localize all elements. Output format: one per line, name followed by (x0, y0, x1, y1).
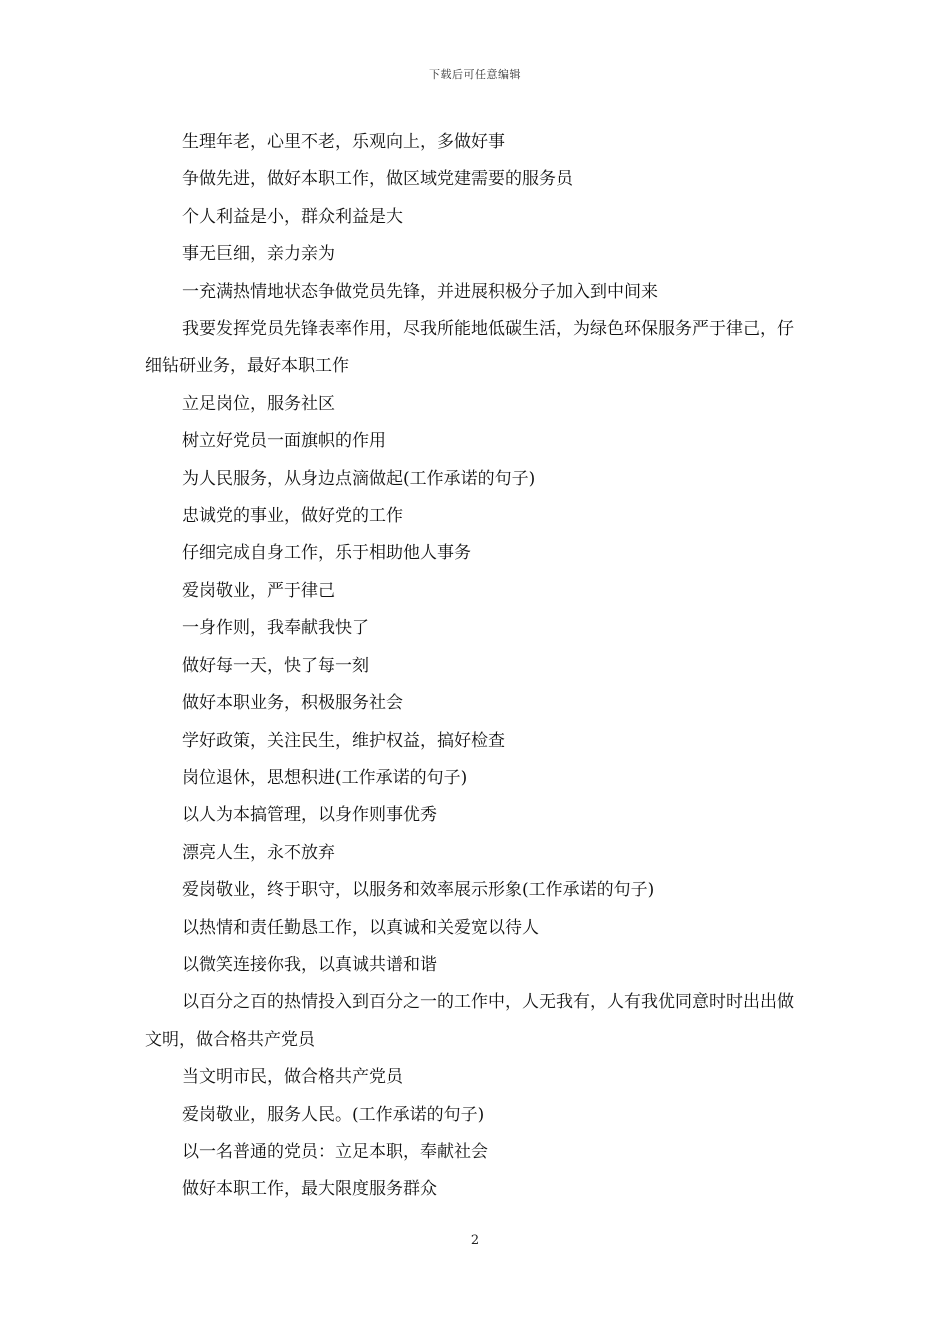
paragraph: 漂亮人生，永不放弃 (182, 842, 335, 863)
paragraph: 以百分之百的热情投入到百分之一的工作中，人无我有，人有我优同意时时出出做文明，做合格共产党员 (145, 992, 794, 1050)
paragraph: 以微笑连接你我，以真诚共谱和谐 (182, 954, 437, 975)
paragraph: 以热情和责任勤恳工作，以真诚和关爱宽以待人 (182, 917, 539, 938)
paragraph: 立足岗位，服务社区 (182, 393, 335, 414)
paragraph: 我要发挥党员先锋表率作用，尽我所能地低碳生活，为绿色环保服务严于律己，仔细钻研业务，最好本职工作 (145, 319, 794, 377)
paragraph: 学好政策，关注民生，维护权益，搞好检查 (182, 730, 505, 751)
paragraph: 以一名普通的党员：立足本职，奉献社会 (182, 1141, 488, 1162)
paragraph: 做好本职业务，积极服务社会 (182, 693, 403, 714)
paragraph: 争做先进，做好本职工作，做区域党建需要的服务员 (182, 169, 573, 190)
paragraph: 生理年老，心里不老，乐观向上，多做好事 (182, 132, 505, 152)
paragraph: 事无巨细，亲力亲为 (182, 244, 335, 265)
document-body (145, 124, 810, 1209)
paragraph: 做好每一天，快了每一刻 (182, 655, 369, 676)
paragraph: 树立好党员一面旗帜的作用 (182, 431, 386, 452)
paragraph: 一充满热情地状态争做党员先锋，并进展积极分子加入到中间来 (182, 281, 658, 302)
paragraph: 做好本职工作，最大限度服务群众 (182, 1179, 437, 1200)
paragraph: 岗位退休，思想积进(工作承诺的句子) (182, 767, 468, 788)
paragraph: 爱岗敬业，服务人民。(工作承诺的句子) (182, 1104, 485, 1125)
paragraph: 忠诚党的事业，做好党的工作 (182, 506, 403, 527)
paragraph: 爱岗敬业，终于职守，以服务和效率展示形象(工作承诺的句子) (182, 880, 655, 901)
page-header: 下载后可任意编辑 (429, 68, 521, 81)
paragraph: 个人利益是小，群众利益是大 (182, 206, 403, 227)
paragraph: 爱岗敬业，严于律己 (182, 580, 335, 601)
paragraph: 一身作则，我奉献我快了 (182, 618, 369, 639)
paragraph: 仔细完成自身工作，乐于相助他人事务 (182, 543, 471, 564)
page-number: 2 (470, 1233, 480, 1248)
paragraph: 当文明市民，做合格共产党员 (182, 1067, 403, 1088)
paragraph: 为人民服务，从身边点滴做起(工作承诺的句子) (182, 468, 536, 489)
paragraph: 以人为本搞管理，以身作则事优秀 (182, 805, 437, 826)
